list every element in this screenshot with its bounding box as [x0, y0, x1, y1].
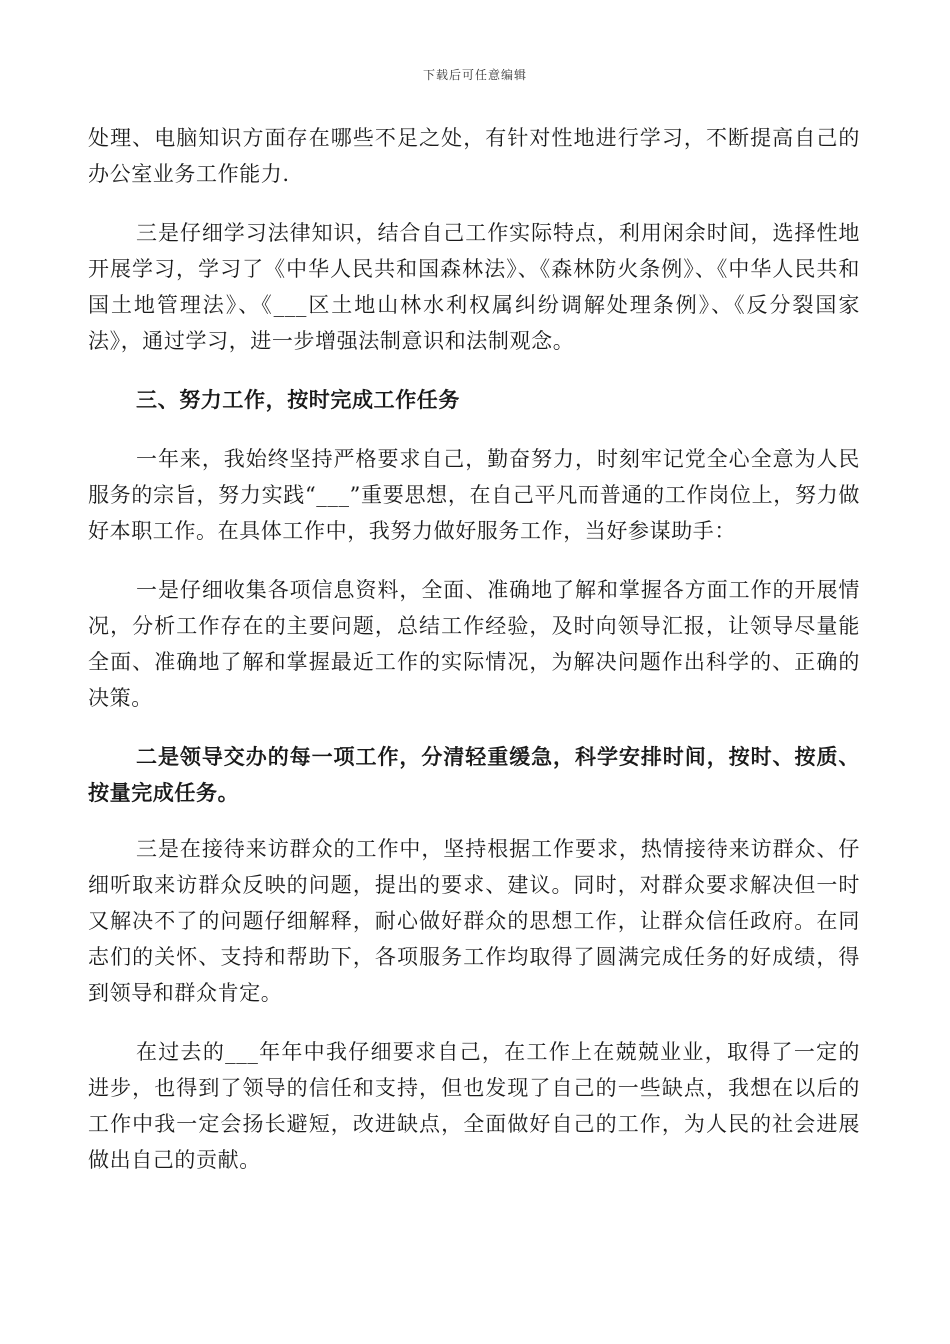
paragraph-year-review: 一年来，我始终坚持严格要求自己，勤奋努力，时刻牢记党全心全意为人民服务的宗旨，努力实践“___”重要思想，在自己平凡而普通的工作岗位上，努力做好本职工作。在具体工作中，我努力做好服务工作，当好参谋助手：: [88, 447, 860, 543]
page-header-note: 下载后可任意编辑: [422, 68, 527, 82]
paragraph-assigned-tasks: 二是领导交办的每一项工作，分清轻重缓急，科学安排时间，按时、按质、按量完成任务。: [88, 744, 860, 805]
paragraph-office-skills: 处理、电脑知识方面存在哪些不足之处，有针对性地进行学习，不断提高自己的办公室业务工作能力.: [88, 126, 860, 186]
document-body: [88, 120, 860, 1178]
paragraph-info-collection: 一是仔细收集各项信息资料，全面、准确地了解和掌握各方面工作的开展情况，分析工作存在的主要问题，总结工作经验，及时向领导汇报，让领导尽量能全面、准确地了解和掌握最近工作的实际情况，为解决问题作出科学的、正确的决策。: [88, 578, 860, 710]
paragraph-law-study: 三是仔细学习法律知识，结合自己工作实际特点，利用闲余时间，选择性地开展学习，学习了《中华人民共和国森林法》、《森林防火条例》、《中华人民共和国土地管理法》、《___区土地山林水利权属纠纷调解处理条例》、《反分裂国家法》，通过学习，进一步增强法制意识和法制观念。: [88, 221, 860, 353]
paragraph-visitor-reception: 三是在接待来访群众的工作中，坚持根据工作要求，热情接待来访群众、仔细听取来访群众反映的问题，提出的要求、建议。同时，对群众要求解决但一时又解决不了的问题仔细解释，耐心做好群众的思想工作，让群众信任政府。在同志们的关怀、支持和帮助下，各项服务工作均取得了圆满完成任务的好成绩，得到领导和群众肯定。: [88, 837, 860, 1005]
paragraph-conclusion: 在过去的___年年中我仔细要求自己，在工作上在兢兢业业，取得了一定的进步，也得到了领导的信任和支持，但也发现了自己的一些缺点，我想在以后的工作中我一定会扬长避短，改进缺点，全面做好自己的工作，为人民的社会进展做出自己的贡献。: [88, 1040, 860, 1172]
section-heading-work: 三、努力工作，按时完成工作任务: [136, 387, 460, 412]
